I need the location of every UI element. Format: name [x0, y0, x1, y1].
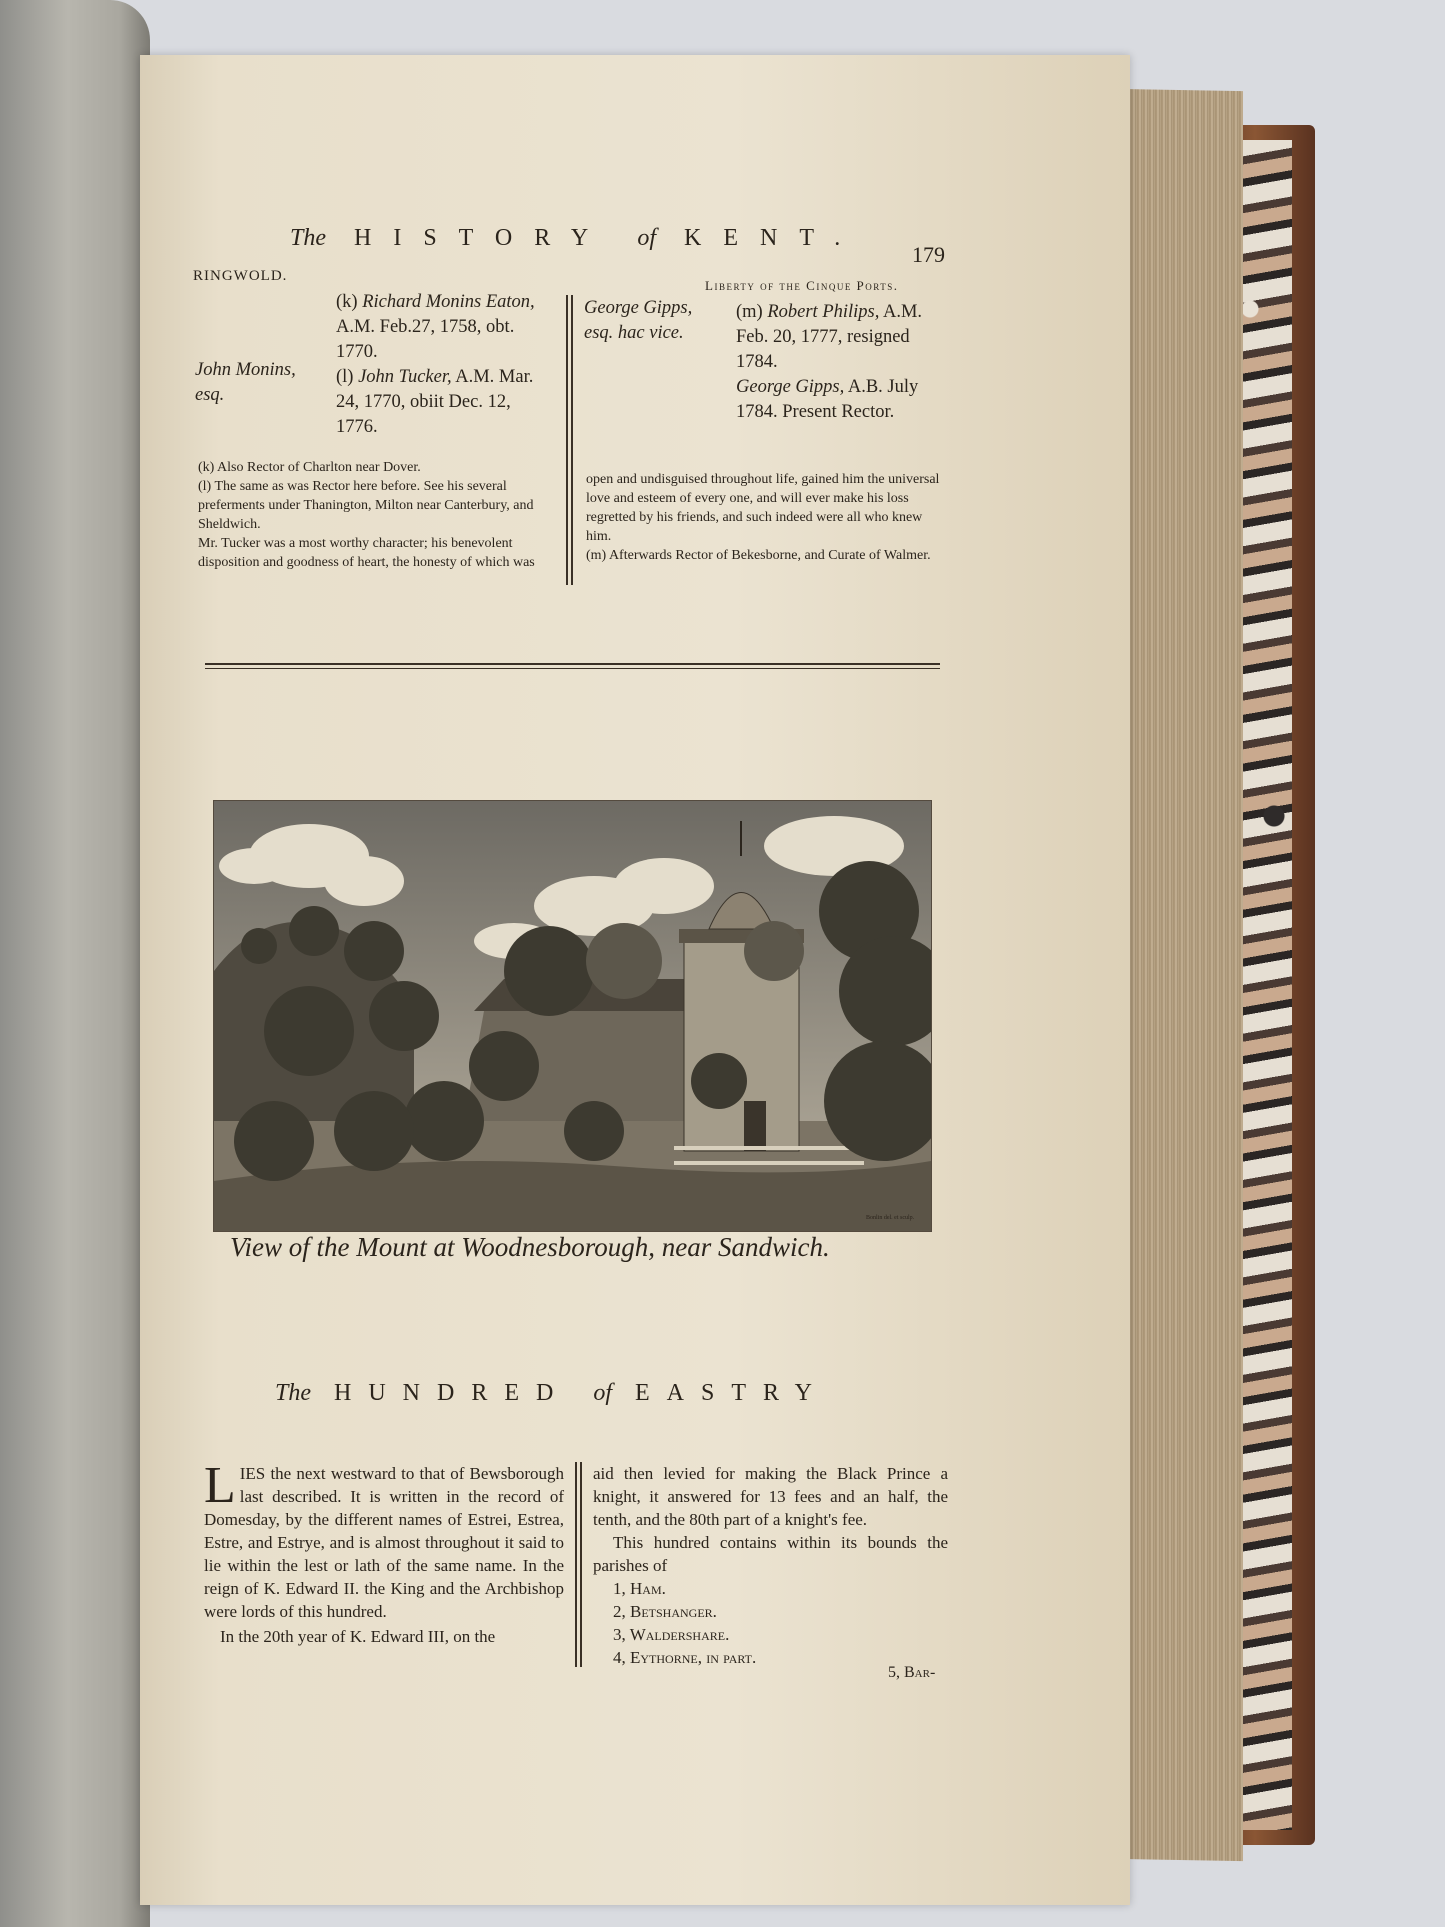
engraving-illustration [213, 800, 932, 1232]
body-paragraph: IES the next westward to that of Bewsborough last described. It is written in the record of Domesday, by the different names of Estrei, Estrea, Estre, and Estrye, and is almost throughout it said to lie within the lest or lath of the same name. In the reign of K. Edward II. the King and the Archbishop were lords of this hundred. [204, 1464, 564, 1621]
running-head-history: HISTORY [354, 225, 610, 251]
right-heading: Liberty of the Cinque Ports. [705, 278, 899, 293]
section-heading [275, 1380, 829, 1407]
body-paragraph: In the 20th year of K. Edward III, on the [220, 1627, 496, 1646]
rector-details: A.M. Feb.27, 1758, obt. 1770. [336, 317, 515, 362]
running-head [290, 225, 862, 252]
section-heading-hundred: HUNDRED [334, 1380, 571, 1406]
patron-name: George Gipps, esq. hac vice. [584, 298, 693, 343]
patron-left [195, 358, 325, 408]
column-divider [566, 295, 568, 585]
patron-name: John Monins, esq. [195, 360, 296, 405]
rector-name: John Tucker, [358, 367, 452, 387]
footnote: (m) Afterwards Rector of Bekesborne, and Curate of Walmer. [586, 548, 931, 563]
list-item: 3, Waldershare. [613, 1625, 730, 1644]
rector-entry [336, 365, 556, 440]
rector-name: Richard Monins Eaton, [362, 292, 535, 312]
rector-entry [736, 375, 936, 425]
section-heading-eastry: EASTRY [635, 1380, 830, 1406]
body-column-right [593, 1462, 948, 1669]
footnotes-right [586, 470, 942, 565]
column-divider [571, 295, 573, 585]
column-divider [580, 1462, 582, 1667]
horizontal-rule [205, 663, 940, 665]
rector-marker: (k) [336, 292, 358, 312]
rector-entry [336, 290, 556, 365]
footnote: Mr. Tucker was a most worthy character; his benevolent disposition and goodness of heart, the honesty of which was [198, 536, 535, 570]
body-column-left [204, 1457, 564, 1648]
body-paragraph: aid then levied for making the Black Prince a knight, it answered for 13 fees and an half, the tenth, and the 80th part of a knight's fee. [593, 1464, 948, 1529]
rectors-right-list [736, 300, 936, 425]
rector-entry [736, 300, 936, 375]
left-heading: RINGWOLD. [193, 268, 288, 284]
section-heading-of: of [593, 1380, 612, 1406]
rectors-left-list [336, 290, 556, 440]
rector-details: A.M. Feb. 20, 1777, resigned 1784. [736, 302, 923, 372]
rector-name: George Gipps, [736, 377, 845, 397]
page-edges [1118, 89, 1243, 1861]
artist-credit: Bonlin del. et sculp. [866, 1215, 915, 1221]
running-head-the: The [290, 225, 326, 251]
horizontal-rule [205, 668, 940, 669]
page-number: 179 [912, 242, 945, 267]
running-head-kent: KENT. [684, 225, 863, 251]
rector-details: A.B. July 1784. Present Rector. [736, 377, 919, 422]
list-item: 2, Betshanger. [613, 1602, 717, 1621]
footnotes-left [198, 458, 556, 572]
footnote: (l) The same as was Rector here before. See his several preferments under Thanington, Milton near Canterbury, and Sheldwich. [198, 479, 534, 532]
footnote: open and undisguised throughout life, gained him the universal love and esteem of every one, and will ever make his loss regretted by his friends, and such indeed were all who knew him. [586, 472, 940, 544]
running-head-of: of [637, 225, 657, 251]
drop-cap: L [204, 1457, 236, 1514]
rector-marker: (m) [736, 302, 763, 322]
column-divider [575, 1462, 577, 1667]
facing-page [0, 0, 150, 1927]
church-engraving-image [214, 801, 931, 1231]
rector-details: A.M. Mar. 24, 1770, obiit Dec. 12, 1776. [336, 367, 534, 437]
parish-list [613, 1577, 948, 1669]
patron-right [584, 296, 694, 346]
footnote: (k) Also Rector of Charlton near Dover. [198, 460, 421, 475]
body-paragraph: This hundred contains within its bounds the parishes of [593, 1533, 948, 1575]
list-item: 1, Ham. [613, 1579, 666, 1598]
engraving-caption: View of the Mount at Woodnesborough, near Sandwich. [230, 1232, 830, 1262]
rector-marker: (l) [336, 367, 354, 387]
section-heading-the: The [275, 1380, 311, 1406]
catchword: 5, Bar- [888, 1664, 936, 1681]
rector-name: Robert Philips, [767, 302, 880, 322]
list-item: 4, Eythorne, in part. [613, 1648, 757, 1667]
